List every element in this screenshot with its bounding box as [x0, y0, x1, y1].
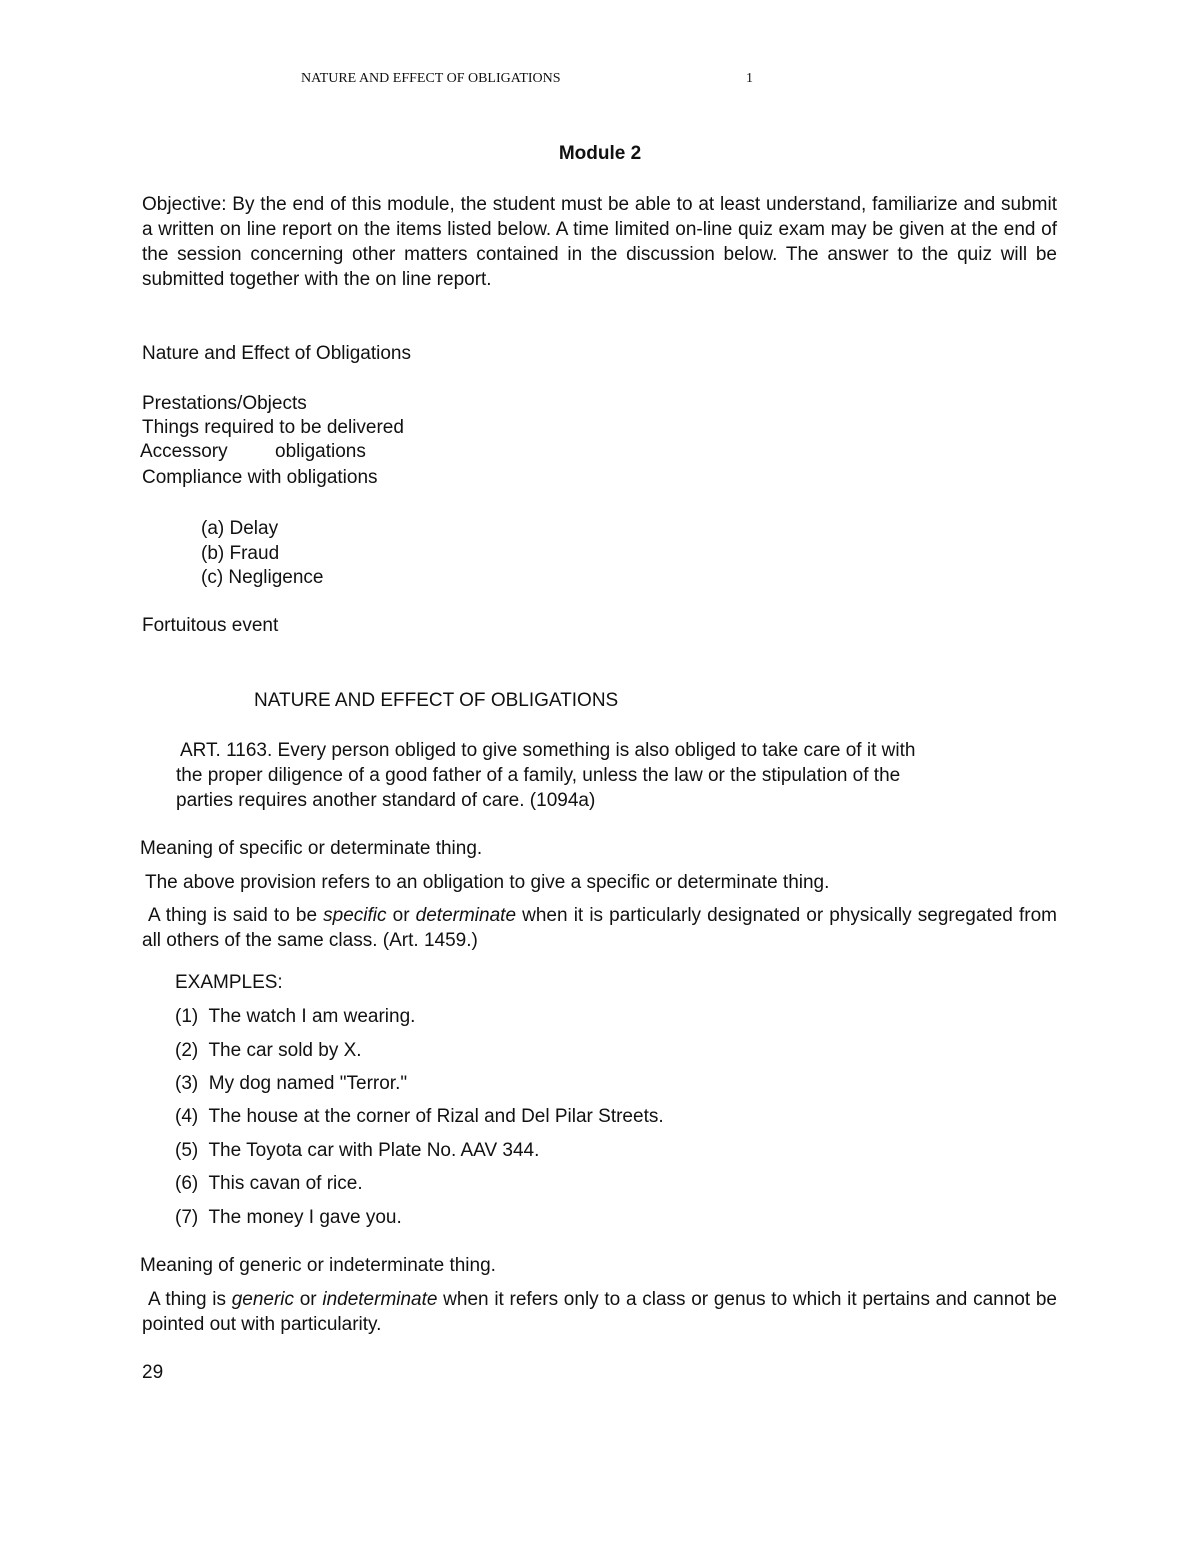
specific-paragraph-1: The above provision refers to an obligation to give a specific or determinate thing. [145, 872, 830, 893]
topic-item: obligations [275, 441, 366, 462]
topic-item: Prestations/Objects [142, 393, 307, 414]
topics-heading: Nature and Effect of Obligations [142, 343, 411, 364]
running-header-title: NATURE AND EFFECT OF OBLIGATIONS [301, 71, 561, 86]
article-line: ART. 1163. Every person obliged to give something is also obliged to take care of it with [180, 740, 916, 761]
module-title: Module 2 [558, 143, 642, 164]
list-item: (2) The car sold by X. [175, 1040, 362, 1061]
topic-subitem: (a) Delay [201, 518, 279, 539]
generic-heading: Meaning of generic or indeterminate thing. [140, 1255, 496, 1276]
list-item: (4) The house at the corner of Rizal and Del Pilar Streets. [175, 1106, 664, 1127]
topic-subitem: (c) Negligence [201, 567, 324, 588]
list-item: (7) The money I gave you. [175, 1207, 402, 1228]
topic-subitem: (b) Fraud [201, 543, 280, 564]
topic-item: Compliance with obligations [142, 467, 378, 488]
section-heading: NATURE AND EFFECT OF OBLIGATIONS [254, 690, 619, 711]
topic-item: Accessory [140, 441, 228, 462]
article-line: parties requires another standard of care. (1094a) [176, 790, 596, 811]
running-header-page: 1 [746, 71, 753, 86]
objective-paragraph: Objective: By the end of this module, the student must be able to at least understand, familiarize and submit a written on line report on the items listed below. A time limited on-line quiz exam may be given at the end of the session concerning other matters contained in the discussion below. The answer to the quiz will be submitted together with the on line report. [142, 194, 1057, 290]
list-item: (6) This cavan of rice. [175, 1173, 363, 1194]
list-item: (5) The Toyota car with Plate No. AAV 344. [175, 1140, 540, 1161]
generic-paragraph: A thing is generic or indeterminate when it refers only to a class or genus to which it pertains and cannot be pointed out with particularity. [142, 1289, 1057, 1335]
specific-heading: Meaning of specific or determinate thing. [140, 838, 483, 859]
article-line: the proper diligence of a good father of a family, unless the law or the stipulation of the [176, 765, 901, 786]
list-item: (1) The watch I am wearing. [175, 1006, 416, 1027]
topic-item: Fortuitous event [142, 615, 279, 636]
examples-heading: EXAMPLES: [175, 972, 283, 993]
list-item: (3) My dog named "Terror." [175, 1073, 408, 1094]
specific-paragraph-2: A thing is said to be specific or determinate when it is particularly designated or physically segregated from all others of the same class. (Art. 1459.) [142, 905, 1057, 951]
page-number: 29 [142, 1362, 164, 1383]
topic-item: Things required to be delivered [142, 417, 404, 438]
